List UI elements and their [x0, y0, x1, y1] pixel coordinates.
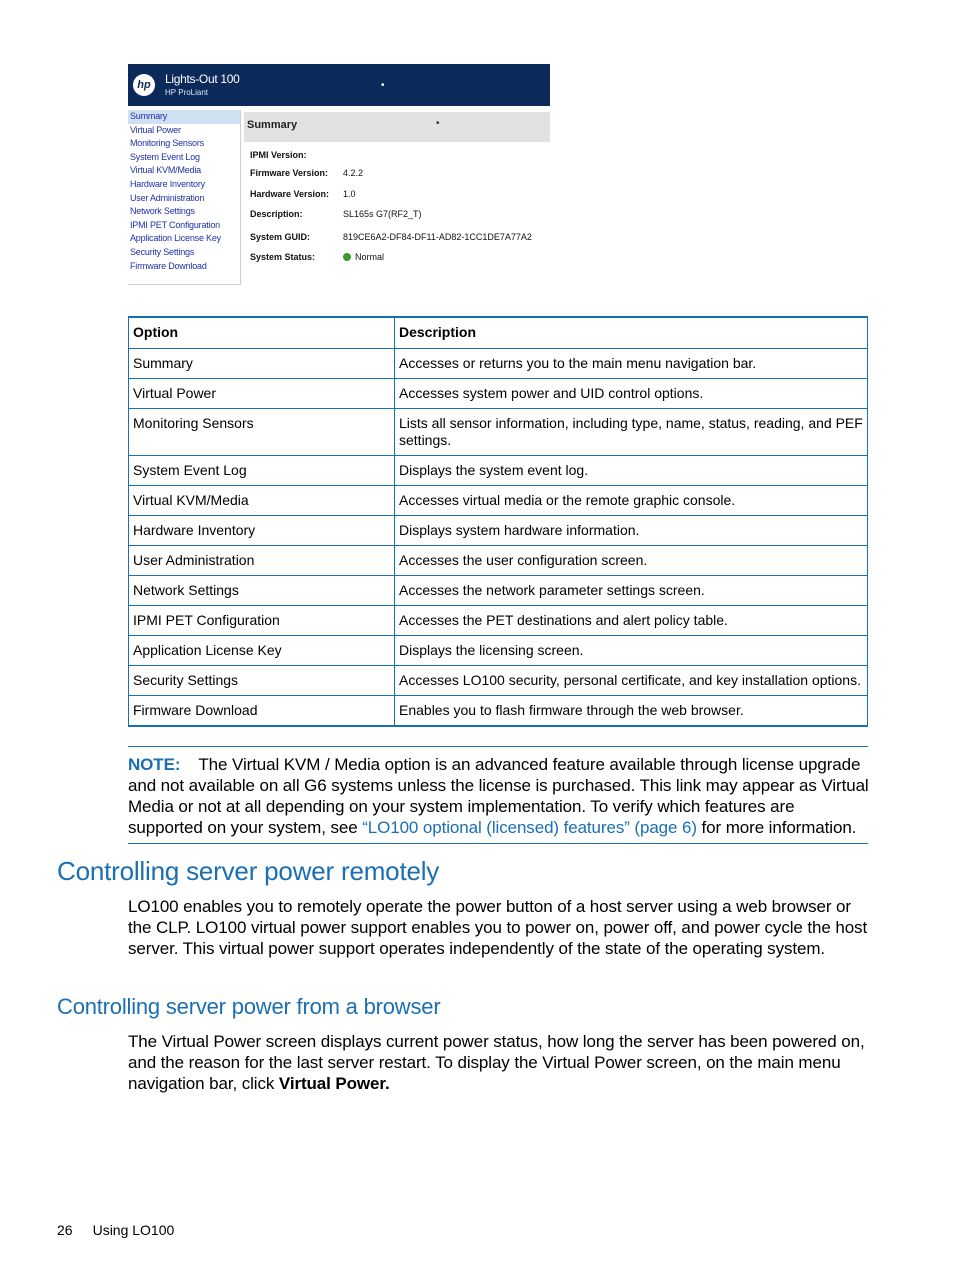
option-cell: Hardware Inventory	[129, 516, 395, 546]
note-box	[128, 754, 870, 838]
description-cell: Enables you to flash firmware through the web browser.	[395, 696, 868, 727]
option-cell: Network Settings	[129, 576, 395, 606]
nav-item-monitoring-sensors[interactable]: Monitoring Sensors	[130, 138, 204, 149]
info-label: System Status:	[250, 252, 316, 262]
option-cell: Virtual KVM/Media	[129, 486, 395, 516]
info-label: Description:	[250, 209, 303, 219]
table-header-row	[129, 317, 868, 349]
summary-header	[244, 112, 550, 142]
nav-item-virtual-power[interactable]: Virtual Power	[130, 124, 181, 135]
info-label: IPMI Version:	[250, 150, 307, 160]
description-cell: Displays the licensing screen.	[395, 636, 868, 666]
hp-logo: hp	[133, 74, 155, 96]
status-text: Normal	[355, 252, 385, 262]
status-ok-icon	[343, 253, 351, 261]
table-row	[129, 516, 868, 546]
table-row	[129, 349, 868, 379]
note-top-rule	[128, 746, 868, 747]
note-text-end: for more information.	[696, 818, 857, 837]
option-cell: System Event Log	[129, 456, 395, 486]
option-cell: IPMI PET Configuration	[129, 606, 395, 636]
table-row	[129, 409, 868, 456]
nav-item-user-administration[interactable]: User Administration	[130, 192, 205, 203]
description-cell: Lists all sensor information, including type, name, status, reading, and PEF settings.	[395, 409, 868, 456]
table-row	[129, 546, 868, 576]
nav-item-virtual-kvm-media[interactable]: Virtual KVM/Media	[130, 165, 201, 176]
nav-item-summary[interactable]: Summary	[128, 110, 240, 124]
table-row	[129, 379, 868, 409]
column-header-option: Option	[129, 317, 395, 349]
option-cell: User Administration	[129, 546, 395, 576]
table-row	[129, 576, 868, 606]
nav-item-system-event-log[interactable]: System Event Log	[130, 151, 200, 162]
info-label: System GUID:	[250, 232, 311, 242]
body-text: The Virtual Power screen displays current power status, how long the server has been powered on, and the reason for the last server restart. To display the Virtual Power screen, on the main menu navigation bar, click	[128, 1032, 865, 1093]
info-value: 1.0	[343, 189, 356, 199]
section-body-remote-power: LO100 enables you to remotely operate the power button of a host server using a web browser or the CLP. LO100 virtual power support enables you to power on, power off, and power cycle the host server. This virtual power support operates independently of the state of the operating system.	[128, 897, 868, 958]
note-bottom-rule	[128, 843, 868, 844]
section-body-browser-power	[128, 1031, 870, 1094]
table-row	[129, 696, 868, 727]
info-value: 4.2.2	[343, 168, 364, 178]
nav-item-ipmi-pet-configuration[interactable]: IPMI PET Configuration	[130, 219, 220, 230]
footer-section: Using LO100	[92, 1222, 175, 1238]
info-label: Firmware Version:	[250, 168, 329, 178]
app-title: Lights-Out 100	[165, 72, 240, 86]
info-value: SL165s G7(RF2_T)	[343, 209, 422, 219]
virtual-power-term: Virtual Power	[278, 1074, 385, 1093]
description-cell: Displays the system event log.	[395, 456, 868, 486]
nav-item-application-license-key[interactable]: Application License Key	[130, 233, 221, 244]
nav-item-firmware-download[interactable]: Firmware Download	[130, 260, 207, 271]
section-heading-remote-power: Controlling server power remotely	[57, 856, 440, 886]
nav-item-network-settings[interactable]: Network Settings	[130, 206, 195, 217]
page-number: 26	[57, 1222, 73, 1238]
page-footer	[57, 1222, 174, 1238]
app-subtitle: HP ProLiant	[165, 88, 208, 97]
note-text: The Virtual KVM / Media option is an advanced feature available through license upgrade and not available on all G6 systems unless the license is purchased. This link may appear as Virtual Media or not at all depending on your system implementation. To verify which features are supported on your system, see	[128, 755, 869, 837]
option-cell: Summary	[129, 349, 395, 379]
info-label: Hardware Version:	[250, 189, 330, 199]
option-cell: Security Settings	[129, 666, 395, 696]
description-cell: Accesses or returns you to the main menu navigation bar.	[395, 349, 868, 379]
nav-item-hardware-inventory[interactable]: Hardware Inventory	[130, 178, 205, 189]
section-heading-browser-power: Controlling server power from a browser	[57, 994, 441, 1019]
lo100-screenshot	[128, 64, 550, 286]
info-value: 819CE6A2-DF84-DF11-AD82-1CC1DE7A77A2	[343, 232, 532, 242]
summary-title: Summary	[247, 119, 298, 131]
option-cell: Virtual Power	[129, 379, 395, 409]
table-row	[129, 606, 868, 636]
description-cell: Displays system hardware information.	[395, 516, 868, 546]
body-text-end: .	[385, 1074, 390, 1093]
table-row	[129, 486, 868, 516]
note-label: NOTE:	[128, 755, 181, 774]
option-cell: Monitoring Sensors	[129, 409, 395, 456]
table-row	[129, 666, 868, 696]
description-cell: Accesses LO100 security, personal certificate, and key installation options.	[395, 666, 868, 696]
column-header-description: Description	[395, 317, 868, 349]
option-cell: Application License Key	[129, 636, 395, 666]
status-value	[343, 252, 384, 262]
summary-mark: •	[436, 118, 440, 129]
nav-item-security-settings[interactable]: Security Settings	[130, 246, 195, 257]
description-cell: Accesses the user configuration screen.	[395, 546, 868, 576]
description-cell: Accesses the network parameter settings screen.	[395, 576, 868, 606]
description-cell: Accesses system power and UID control options.	[395, 379, 868, 409]
table-row	[129, 636, 868, 666]
options-table	[128, 316, 868, 727]
features-link[interactable]: “LO100 optional (licensed) features” (page 6)	[362, 818, 697, 837]
screenshot-nav-menu	[128, 110, 241, 285]
description-cell: Accesses the PET destinations and alert policy table.	[395, 606, 868, 636]
header-mark: •	[381, 80, 385, 91]
description-cell: Accesses virtual media or the remote graphic console.	[395, 486, 868, 516]
option-cell: Firmware Download	[129, 696, 395, 727]
table-row	[129, 456, 868, 486]
screenshot-header	[128, 64, 550, 106]
